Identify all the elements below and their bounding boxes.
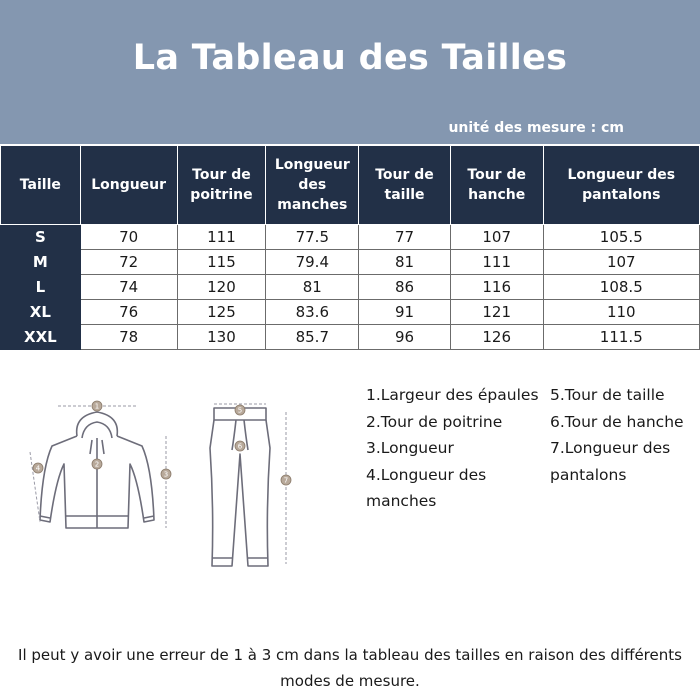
marker-5-label: 5 (237, 406, 243, 415)
table-row (1, 300, 700, 325)
legend-item: 1.Largeur des épaules (366, 386, 539, 404)
table-cell: 91 (359, 300, 451, 325)
legend-item: 4.Longueur des (366, 465, 487, 484)
table-cell: 111.5 (543, 325, 699, 350)
table-cell: 111 (450, 250, 543, 275)
legend-item: manches (366, 492, 437, 510)
legend-item: 3.Longueur (366, 439, 454, 457)
size-cell: S (1, 225, 81, 250)
marker-3-label: 3 (163, 470, 169, 479)
table-row (1, 250, 700, 275)
table-cell: 74 (80, 275, 177, 300)
header-taille: Taille (1, 146, 81, 225)
table-cell: 79.4 (266, 250, 359, 275)
table-cell: 72 (80, 250, 177, 275)
table-cell: 108.5 (543, 275, 699, 300)
table-cell: 116 (450, 275, 543, 300)
table-cell: 96 (359, 325, 451, 350)
table-cell: 107 (450, 225, 543, 250)
table-row (1, 275, 700, 300)
table-cell: 81 (359, 250, 451, 275)
table-cell: 126 (450, 325, 543, 350)
table-row (1, 225, 700, 250)
marker-7-label: 7 (283, 476, 289, 485)
table-cell: 81 (266, 275, 359, 300)
page-title: La Tableau des Tailles (132, 38, 568, 78)
table-cell: 77.5 (266, 225, 359, 250)
table-cell: 78 (80, 325, 177, 350)
legend-left (366, 382, 539, 515)
table-cell: 77 (359, 225, 451, 250)
legend-item: 6.Tour de hanche (550, 412, 684, 431)
table-cell: 125 (177, 300, 266, 325)
size-cell: XXL (1, 325, 81, 350)
table-cell: 115 (177, 250, 266, 275)
legend-right (550, 382, 684, 488)
header-tour-de-poitrine: Tour de poitrine (177, 146, 266, 225)
unit-note: unité des mesure : cm (448, 120, 624, 136)
table-cell: 130 (177, 325, 266, 350)
legend-item: 5.Tour de taille (550, 386, 665, 404)
table-cell: 105.5 (543, 225, 699, 250)
size-cell: XL (1, 300, 81, 325)
size-table (0, 145, 700, 350)
legend-item: 2.Tour de poitrine (366, 412, 503, 431)
header-tour-de-taille: Tour de taille (359, 146, 451, 225)
title-banner (0, 0, 700, 144)
header-tour-de-hanche: Tour de hanche (450, 146, 543, 225)
table-cell: 121 (450, 300, 543, 325)
table-cell: 86 (359, 275, 451, 300)
table-row (1, 325, 700, 350)
marker-4-label: 4 (35, 464, 41, 473)
table-cell: 110 (543, 300, 699, 325)
header-longueur-des-pantalons: Longueur des pantalons (543, 146, 699, 225)
table-cell: 83.6 (266, 300, 359, 325)
footnote: Il peut y avoir une erreur de 1 à 3 cm dans la tableau des tailles en raison des différents modes de mesure. (18, 646, 682, 690)
marker-2-label: 2 (94, 460, 100, 469)
table-cell: 70 (80, 225, 177, 250)
pants-illustration (200, 398, 300, 578)
table-cell: 111 (177, 225, 266, 250)
hoodie-illustration (22, 388, 182, 548)
header-longueur-des-manches: Longueur des manches (266, 146, 359, 225)
legend-item: 7.Longueur des (550, 439, 671, 457)
legend-item: pantalons (550, 465, 627, 484)
table-cell: 76 (80, 300, 177, 325)
header-longueur: Longueur (80, 146, 177, 225)
marker-6-label: 6 (237, 442, 243, 451)
table-cell: 85.7 (266, 325, 359, 350)
size-cell: L (1, 275, 81, 300)
table-header-row (1, 146, 700, 225)
marker-1-label: 1 (94, 402, 100, 411)
table-cell: 120 (177, 275, 266, 300)
table-cell: 107 (543, 250, 699, 275)
size-cell: M (1, 250, 81, 275)
